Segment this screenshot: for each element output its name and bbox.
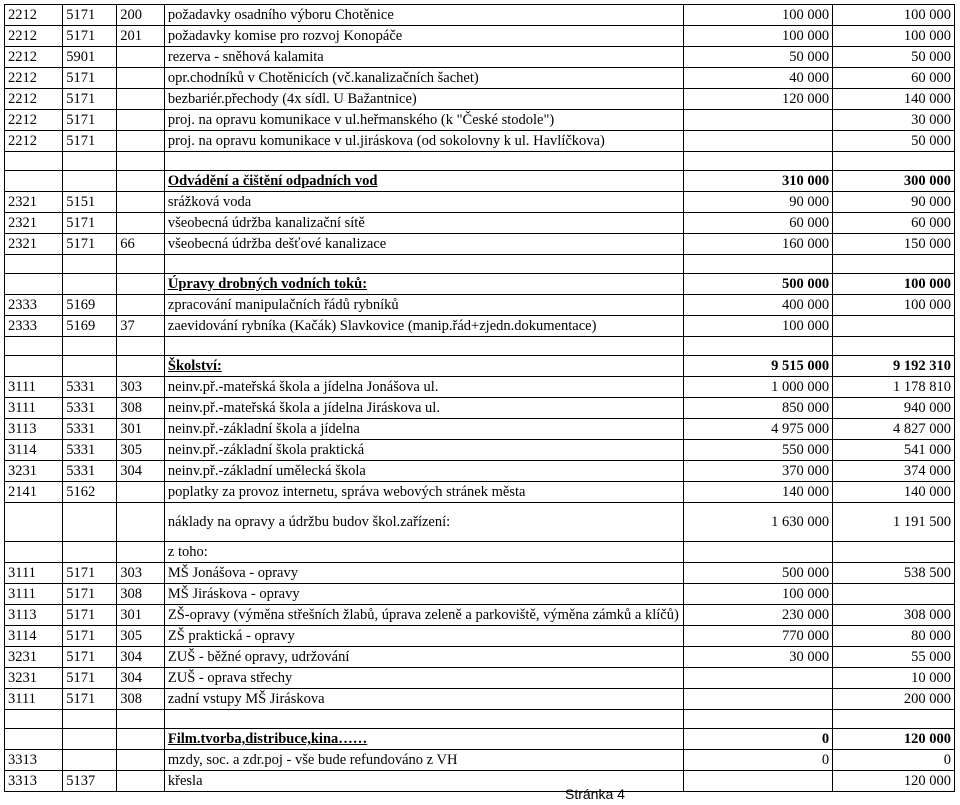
table-row	[5, 689, 955, 710]
amount-current-cell: 50 000	[833, 47, 955, 68]
paragraph-cell: 2212	[5, 110, 63, 131]
paragraph-cell: 3113	[5, 605, 63, 626]
table-row	[5, 255, 955, 274]
description-cell: proj. na opravu komunikace v ul.heřmanského (k "České stodole")	[164, 110, 683, 131]
description-cell: neinv.př.-základní škola praktická	[164, 440, 683, 461]
amount-previous-cell: 100 000	[683, 316, 832, 337]
org-cell: 308	[117, 689, 165, 710]
paragraph-cell: 2212	[5, 131, 63, 152]
amount-previous-cell: 500 000	[683, 274, 832, 295]
amount-current-cell	[833, 255, 955, 274]
paragraph-cell: 3114	[5, 626, 63, 647]
org-cell: 201	[117, 26, 165, 47]
paragraph-cell: 3231	[5, 668, 63, 689]
amount-previous-cell	[683, 255, 832, 274]
table-row	[5, 171, 955, 192]
table-row	[5, 295, 955, 316]
org-cell	[117, 482, 165, 503]
description-cell: požadavky osadního výboru Chotěnice	[164, 5, 683, 26]
table-row	[5, 398, 955, 419]
amount-previous-cell: 0	[683, 750, 832, 771]
paragraph-cell: 3111	[5, 398, 63, 419]
paragraph-cell: 3231	[5, 647, 63, 668]
org-cell	[117, 89, 165, 110]
paragraph-cell	[5, 542, 63, 563]
table-row	[5, 771, 955, 792]
org-cell	[117, 68, 165, 89]
amount-previous-cell	[683, 668, 832, 689]
amount-current-cell	[833, 584, 955, 605]
amount-current-cell: 100 000	[833, 26, 955, 47]
amount-current-cell: 538 500	[833, 563, 955, 584]
description-cell	[164, 255, 683, 274]
table-row	[5, 668, 955, 689]
table-row	[5, 316, 955, 337]
description-cell: všeobecná údržba dešťové kanalizace	[164, 234, 683, 255]
amount-previous-cell: 850 000	[683, 398, 832, 419]
item-cell: 5171	[63, 131, 117, 152]
item-cell	[63, 152, 117, 171]
org-cell	[117, 295, 165, 316]
amount-previous-cell: 1 630 000	[683, 503, 832, 542]
description-cell: bezbariér.přechody (4x sídl. U Bažantnice)	[164, 89, 683, 110]
amount-current-cell: 90 000	[833, 192, 955, 213]
amount-current-cell: 140 000	[833, 482, 955, 503]
item-cell: 5331	[63, 440, 117, 461]
org-cell	[117, 192, 165, 213]
org-cell	[117, 255, 165, 274]
table-row	[5, 377, 955, 398]
description-cell: mzdy, soc. a zdr.poj - vše bude refundováno z VH	[164, 750, 683, 771]
item-cell	[63, 750, 117, 771]
description-cell: neinv.př.-základní umělecká škola	[164, 461, 683, 482]
paragraph-cell: 2333	[5, 316, 63, 337]
paragraph-cell: 2321	[5, 192, 63, 213]
org-cell: 305	[117, 626, 165, 647]
description-cell: Úpravy drobných vodních toků:	[164, 274, 683, 295]
amount-current-cell: 100 000	[833, 5, 955, 26]
paragraph-cell	[5, 710, 63, 729]
org-cell	[117, 47, 165, 68]
amount-previous-cell	[683, 152, 832, 171]
table-row	[5, 542, 955, 563]
page-footer: Stránka 4	[565, 786, 625, 802]
paragraph-cell: 3313	[5, 750, 63, 771]
paragraph-cell: 2212	[5, 26, 63, 47]
amount-current-cell: 308 000	[833, 605, 955, 626]
amount-previous-cell: 0	[683, 729, 832, 750]
item-cell	[63, 255, 117, 274]
description-cell: MŠ Jiráskova - opravy	[164, 584, 683, 605]
amount-previous-cell: 60 000	[683, 213, 832, 234]
amount-current-cell: 150 000	[833, 234, 955, 255]
org-cell	[117, 729, 165, 750]
paragraph-cell	[5, 503, 63, 542]
org-cell	[117, 131, 165, 152]
amount-previous-cell: 370 000	[683, 461, 832, 482]
paragraph-cell	[5, 729, 63, 750]
amount-current-cell: 55 000	[833, 647, 955, 668]
amount-previous-cell: 4 975 000	[683, 419, 832, 440]
table-row	[5, 626, 955, 647]
amount-current-cell	[833, 152, 955, 171]
paragraph-cell	[5, 356, 63, 377]
table-row	[5, 729, 955, 750]
description-cell: všeobecná údržba kanalizační sítě	[164, 213, 683, 234]
table-row	[5, 563, 955, 584]
paragraph-cell: 3111	[5, 563, 63, 584]
org-cell	[117, 771, 165, 792]
amount-previous-cell: 50 000	[683, 47, 832, 68]
paragraph-cell: 2321	[5, 234, 63, 255]
description-cell: opr.chodníků v Chotěnicích (vč.kanalizačních šachet)	[164, 68, 683, 89]
amount-current-cell: 120 000	[833, 771, 955, 792]
amount-previous-cell: 30 000	[683, 647, 832, 668]
table-row	[5, 5, 955, 26]
amount-current-cell: 1 178 810	[833, 377, 955, 398]
item-cell: 5169	[63, 316, 117, 337]
paragraph-cell: 3111	[5, 377, 63, 398]
amount-previous-cell: 140 000	[683, 482, 832, 503]
table-row	[5, 131, 955, 152]
description-cell: zaevidování rybníka (Kačák) Slavkovice (manip.řád+zjedn.dokumentace)	[164, 316, 683, 337]
paragraph-cell	[5, 337, 63, 356]
item-cell: 5331	[63, 461, 117, 482]
item-cell: 5151	[63, 192, 117, 213]
amount-previous-cell	[683, 131, 832, 152]
paragraph-cell: 2321	[5, 213, 63, 234]
table-row	[5, 152, 955, 171]
org-cell: 303	[117, 377, 165, 398]
amount-current-cell: 1 191 500	[833, 503, 955, 542]
item-cell: 5171	[63, 110, 117, 131]
amount-previous-cell: 40 000	[683, 68, 832, 89]
amount-current-cell: 60 000	[833, 213, 955, 234]
paragraph-cell	[5, 152, 63, 171]
amount-current-cell: 100 000	[833, 274, 955, 295]
org-cell: 304	[117, 668, 165, 689]
amount-previous-cell: 100 000	[683, 584, 832, 605]
table-row	[5, 710, 955, 729]
paragraph-cell	[5, 255, 63, 274]
description-cell: ZŠ praktická - opravy	[164, 626, 683, 647]
amount-previous-cell: 100 000	[683, 5, 832, 26]
description-cell	[164, 337, 683, 356]
org-cell	[117, 110, 165, 131]
table-row	[5, 213, 955, 234]
item-cell	[63, 729, 117, 750]
amount-current-cell: 541 000	[833, 440, 955, 461]
table-row	[5, 461, 955, 482]
amount-previous-cell: 90 000	[683, 192, 832, 213]
amount-previous-cell: 770 000	[683, 626, 832, 647]
budget-table	[4, 4, 955, 792]
description-cell: srážková voda	[164, 192, 683, 213]
item-cell: 5171	[63, 5, 117, 26]
table-row	[5, 68, 955, 89]
description-cell	[164, 710, 683, 729]
item-cell: 5171	[63, 668, 117, 689]
item-cell: 5331	[63, 377, 117, 398]
org-cell	[117, 750, 165, 771]
item-cell	[63, 503, 117, 542]
amount-current-cell: 60 000	[833, 68, 955, 89]
amount-previous-cell: 230 000	[683, 605, 832, 626]
table-row	[5, 503, 955, 542]
item-cell: 5171	[63, 689, 117, 710]
item-cell: 5171	[63, 68, 117, 89]
org-cell	[117, 213, 165, 234]
org-cell: 304	[117, 647, 165, 668]
description-cell: poplatky za provoz internetu, správa webových stránek města	[164, 482, 683, 503]
item-cell: 5171	[63, 626, 117, 647]
paragraph-cell: 3231	[5, 461, 63, 482]
paragraph-cell: 3111	[5, 584, 63, 605]
table-row	[5, 605, 955, 626]
amount-current-cell: 940 000	[833, 398, 955, 419]
table-row	[5, 110, 955, 131]
item-cell: 5169	[63, 295, 117, 316]
item-cell: 5171	[63, 89, 117, 110]
amount-current-cell: 300 000	[833, 171, 955, 192]
paragraph-cell: 2212	[5, 68, 63, 89]
table-row	[5, 26, 955, 47]
description-cell: z toho:	[164, 542, 683, 563]
amount-previous-cell: 400 000	[683, 295, 832, 316]
org-cell: 301	[117, 605, 165, 626]
description-cell: neinv.př.-mateřská škola a jídelna Jiráskova ul.	[164, 398, 683, 419]
description-cell: MŠ Jonášova - opravy	[164, 563, 683, 584]
org-cell	[117, 710, 165, 729]
amount-current-cell: 374 000	[833, 461, 955, 482]
org-cell: 305	[117, 440, 165, 461]
amount-previous-cell	[683, 771, 832, 792]
table-row	[5, 750, 955, 771]
org-cell	[117, 337, 165, 356]
amount-current-cell: 100 000	[833, 295, 955, 316]
amount-current-cell: 10 000	[833, 668, 955, 689]
description-cell	[164, 152, 683, 171]
item-cell	[63, 337, 117, 356]
org-cell: 304	[117, 461, 165, 482]
item-cell: 5171	[63, 234, 117, 255]
paragraph-cell: 3111	[5, 689, 63, 710]
amount-previous-cell: 1 000 000	[683, 377, 832, 398]
table-row	[5, 192, 955, 213]
description-cell: Školství:	[164, 356, 683, 377]
amount-previous-cell	[683, 542, 832, 563]
description-cell: proj. na opravu komunikace v ul.jiráskova (od sokolovny k ul. Havlíčkova)	[164, 131, 683, 152]
paragraph-cell: 3113	[5, 419, 63, 440]
org-cell	[117, 542, 165, 563]
paragraph-cell: 3114	[5, 440, 63, 461]
description-cell: neinv.př.-mateřská škola a jídelna Jonášova ul.	[164, 377, 683, 398]
paragraph-cell: 2333	[5, 295, 63, 316]
description-cell: zpracování manipulačních řádů rybníků	[164, 295, 683, 316]
paragraph-cell: 2141	[5, 482, 63, 503]
table-row	[5, 337, 955, 356]
item-cell: 5171	[63, 26, 117, 47]
table-row	[5, 647, 955, 668]
description-cell: ZŠ-opravy (výměna střešních žlabů, úprava zeleně a parkoviště, výměna zámků a klíčů)	[164, 605, 683, 626]
item-cell: 5171	[63, 563, 117, 584]
table-row	[5, 274, 955, 295]
amount-current-cell	[833, 316, 955, 337]
description-cell: ZUŠ - oprava střechy	[164, 668, 683, 689]
table-row	[5, 419, 955, 440]
org-cell	[117, 503, 165, 542]
org-cell	[117, 171, 165, 192]
org-cell	[117, 152, 165, 171]
description-cell: Odvádění a čištění odpadních vod	[164, 171, 683, 192]
org-cell: 66	[117, 234, 165, 255]
description-cell: zadní vstupy MŠ Jiráskova	[164, 689, 683, 710]
amount-previous-cell: 120 000	[683, 89, 832, 110]
item-cell: 5171	[63, 584, 117, 605]
table-row	[5, 584, 955, 605]
paragraph-cell: 2212	[5, 5, 63, 26]
description-cell: křesla	[164, 771, 683, 792]
amount-previous-cell	[683, 689, 832, 710]
item-cell	[63, 274, 117, 295]
item-cell: 5171	[63, 213, 117, 234]
table-row	[5, 234, 955, 255]
description-cell: neinv.př.-základní škola a jídelna	[164, 419, 683, 440]
table-row	[5, 440, 955, 461]
table-row	[5, 482, 955, 503]
amount-current-cell: 0	[833, 750, 955, 771]
item-cell: 5331	[63, 398, 117, 419]
amount-previous-cell: 310 000	[683, 171, 832, 192]
paragraph-cell: 2212	[5, 89, 63, 110]
amount-current-cell	[833, 337, 955, 356]
item-cell: 5171	[63, 605, 117, 626]
amount-previous-cell	[683, 710, 832, 729]
item-cell: 5901	[63, 47, 117, 68]
paragraph-cell	[5, 274, 63, 295]
amount-previous-cell: 160 000	[683, 234, 832, 255]
amount-current-cell: 4 827 000	[833, 419, 955, 440]
amount-previous-cell: 100 000	[683, 26, 832, 47]
description-cell: požadavky komise pro rozvoj Konopáče	[164, 26, 683, 47]
item-cell	[63, 356, 117, 377]
amount-current-cell: 80 000	[833, 626, 955, 647]
amount-previous-cell: 9 515 000	[683, 356, 832, 377]
amount-current-cell	[833, 710, 955, 729]
amount-previous-cell	[683, 110, 832, 131]
item-cell: 5171	[63, 647, 117, 668]
org-cell: 301	[117, 419, 165, 440]
amount-current-cell: 30 000	[833, 110, 955, 131]
org-cell: 37	[117, 316, 165, 337]
item-cell	[63, 710, 117, 729]
amount-previous-cell	[683, 337, 832, 356]
description-cell: ZUŠ - běžné opravy, udržování	[164, 647, 683, 668]
description-cell: rezerva - sněhová kalamita	[164, 47, 683, 68]
description-cell: náklady na opravy a údržbu budov škol.zařízení:	[164, 503, 683, 542]
item-cell	[63, 171, 117, 192]
table-row	[5, 47, 955, 68]
org-cell	[117, 356, 165, 377]
paragraph-cell	[5, 171, 63, 192]
amount-previous-cell: 550 000	[683, 440, 832, 461]
amount-current-cell: 120 000	[833, 729, 955, 750]
amount-current-cell: 200 000	[833, 689, 955, 710]
paragraph-cell: 3313	[5, 771, 63, 792]
org-cell: 200	[117, 5, 165, 26]
amount-current-cell: 140 000	[833, 89, 955, 110]
description-cell: Film.tvorba,distribuce,kina……	[164, 729, 683, 750]
paragraph-cell: 2212	[5, 47, 63, 68]
table-row	[5, 89, 955, 110]
item-cell	[63, 542, 117, 563]
amount-current-cell: 9 192 310	[833, 356, 955, 377]
org-cell	[117, 274, 165, 295]
amount-current-cell	[833, 542, 955, 563]
org-cell: 303	[117, 563, 165, 584]
item-cell: 5162	[63, 482, 117, 503]
org-cell: 308	[117, 398, 165, 419]
item-cell: 5137	[63, 771, 117, 792]
amount-current-cell: 50 000	[833, 131, 955, 152]
org-cell: 308	[117, 584, 165, 605]
item-cell: 5331	[63, 419, 117, 440]
amount-previous-cell: 500 000	[683, 563, 832, 584]
table-row	[5, 356, 955, 377]
